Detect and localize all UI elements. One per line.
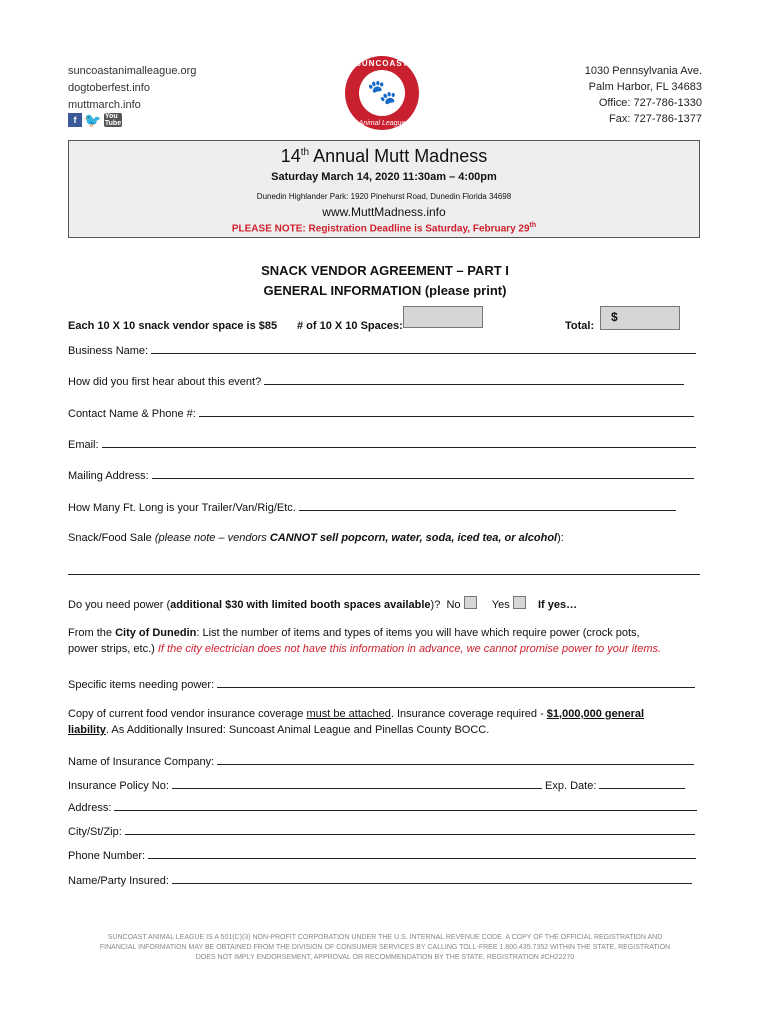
policy-label: Insurance Policy No: bbox=[68, 780, 169, 792]
general-info-heading: GENERAL INFORMATION (please print) bbox=[263, 283, 507, 298]
power-post: )? bbox=[430, 599, 441, 611]
city-field[interactable] bbox=[125, 825, 695, 835]
power-no-checkbox[interactable] bbox=[464, 596, 477, 609]
policy-row bbox=[68, 779, 700, 792]
legal-disclaimer bbox=[70, 933, 700, 963]
disclaimer-line-3: DOES NOT IMPLY ENDORSEMENT, APPROVAL OR RECOMMENDATION BY THE STATE. REGISTRATION #CH22270 bbox=[195, 954, 575, 961]
email-row bbox=[68, 438, 700, 451]
dunedin-bold: City of Dunedin bbox=[115, 627, 197, 639]
specific-items-row bbox=[68, 678, 700, 691]
mailing-field[interactable] bbox=[152, 469, 694, 479]
insurance-mid: . Insurance coverage required - bbox=[390, 708, 547, 720]
trailer-field[interactable] bbox=[299, 501, 676, 511]
total-label: Total: bbox=[565, 320, 595, 332]
hear-about-label: How did you first hear about this event? bbox=[68, 376, 262, 388]
email-field[interactable] bbox=[102, 438, 696, 448]
address-office-phone: Office: 727-786-1330 bbox=[598, 97, 702, 109]
insurance-company-label: Name of Insurance Company: bbox=[68, 756, 215, 768]
paw-icon: 🐾 bbox=[367, 79, 397, 106]
seal-center bbox=[359, 70, 405, 116]
event-website[interactable]: www.MuttMadness.info bbox=[322, 205, 446, 219]
insurance-pre: Copy of current food vendor insurance coverage bbox=[68, 708, 307, 720]
event-title: 14th Annual Mutt Madness bbox=[280, 146, 488, 166]
exp-date-label: Exp. Date: bbox=[545, 780, 597, 792]
seal-top-text: SUNCOAST bbox=[355, 59, 409, 68]
party-field[interactable] bbox=[172, 874, 692, 884]
link-muttmarch[interactable]: muttmarch.info bbox=[68, 99, 141, 111]
disclaimer-line-2: FINANCIAL INFORMATION MAY BE OBTAINED FROM THE DIVISION OF CONSUMER SERVICES BY CALLING TOLL-FREE 1.800.435.7352 WITHIN THE STATE. REGISTRATION bbox=[99, 944, 671, 951]
event-info-box bbox=[68, 140, 700, 238]
hear-about-field[interactable] bbox=[264, 375, 684, 385]
dunedin-row bbox=[68, 627, 700, 639]
email-label: Email: bbox=[68, 439, 99, 451]
event-venue: Dunedin Highlander Park: 1920 Pinehurst Road, Dunedin Florida 34698 bbox=[256, 192, 512, 201]
snack-row bbox=[68, 532, 700, 544]
address-fax: Fax: 727-786-1377 bbox=[609, 113, 702, 125]
electrician-note: If the city electrician does not have this information in advance, we cannot promise power to your items. bbox=[157, 643, 662, 655]
hear-about-row bbox=[68, 375, 700, 388]
trailer-label: How Many Ft. Long is your Trailer/Van/Rig/Etc. bbox=[68, 502, 296, 514]
snack-note-bold: CANNOT sell popcorn, water, soda, iced tea, or alcohol bbox=[269, 532, 558, 544]
snack-label: Snack/Food Sale bbox=[68, 532, 155, 544]
business-name-label: Business Name: bbox=[68, 345, 149, 357]
spaces-count-field[interactable] bbox=[403, 306, 483, 328]
address-street: 1030 Pennsylvania Ave. bbox=[584, 65, 702, 77]
insurance-liability: liability bbox=[68, 724, 106, 736]
insurance-amount: $1,000,000 general bbox=[546, 708, 645, 720]
specific-items-label: Specific items needing power: bbox=[68, 679, 215, 691]
city-row bbox=[68, 825, 700, 838]
twitter-icon[interactable]: 🐦 bbox=[84, 111, 102, 128]
facebook-icon[interactable]: f bbox=[68, 113, 82, 127]
dollar-sign: $ bbox=[611, 310, 618, 324]
snack-list-field[interactable] bbox=[68, 574, 700, 575]
insurance-underline: must be attached bbox=[306, 708, 391, 720]
exp-date-field[interactable] bbox=[599, 779, 685, 789]
youtube-icon[interactable]: You Tube bbox=[104, 113, 122, 127]
snack-note-post: ): bbox=[557, 532, 564, 544]
registration-deadline: PLEASE NOTE: Registration Deadline is Saturday, February 29th bbox=[231, 222, 537, 235]
trailer-row bbox=[68, 501, 700, 514]
insurance-company-row bbox=[68, 755, 700, 768]
seal-bottom-text: Animal League bbox=[358, 120, 406, 127]
link-suncoast[interactable]: suncoastanimalleague.org bbox=[68, 65, 197, 77]
link-dogtoberfest[interactable]: dogtoberfest.info bbox=[68, 82, 150, 94]
electrician-row bbox=[68, 643, 700, 655]
party-row bbox=[68, 874, 700, 887]
address-label: Address: bbox=[68, 802, 112, 814]
power-yes-checkbox[interactable] bbox=[513, 596, 526, 609]
website-links bbox=[68, 63, 196, 114]
if-yes-label: If yes… bbox=[537, 599, 578, 611]
party-label: Name/Party Insured: bbox=[68, 875, 169, 887]
contact-label: Contact Name & Phone #: bbox=[68, 408, 196, 420]
power-no-label: No bbox=[446, 599, 461, 611]
agreement-heading: SNACK VENDOR AGREEMENT – PART I bbox=[261, 263, 509, 278]
disclaimer-line-1: SUNCOAST ANIMAL LEAGUE IS A 501(C)(3) NON-PROFIT CORPORATION UNDER THE U.S. INTERNAL REVENUE CODE. A COPY OF THE OFFICIAL REGISTRATION AND bbox=[107, 934, 663, 941]
insurance-post: . As Additionally Insured: Suncoast Animal League and Pinellas County BOCC. bbox=[105, 724, 490, 736]
phone-field[interactable] bbox=[148, 849, 696, 859]
power-yes-label: Yes bbox=[491, 599, 510, 611]
phone-label: Phone Number: bbox=[68, 850, 146, 862]
insurance-req-row bbox=[68, 708, 700, 720]
address-city: Palm Harbor, FL 34683 bbox=[588, 81, 702, 93]
power-pre: Do you need power ( bbox=[68, 599, 171, 611]
address-row bbox=[68, 801, 700, 814]
social-icons bbox=[68, 113, 122, 127]
space-price-label: Each 10 X 10 snack vendor space is $85 bbox=[68, 320, 278, 332]
contact-row bbox=[68, 407, 700, 420]
mailing-label: Mailing Address: bbox=[68, 470, 149, 482]
insurance-company-field[interactable] bbox=[217, 755, 694, 765]
power-bold: additional $30 with limited booth spaces available bbox=[170, 599, 431, 611]
dunedin-pre: From the bbox=[68, 627, 116, 639]
suncoast-logo-seal bbox=[345, 56, 419, 130]
mailing-row bbox=[68, 469, 700, 482]
contact-field[interactable] bbox=[199, 407, 694, 417]
dunedin-post: : List the number of items and types of items you will have which require power (crock pots, bbox=[196, 627, 640, 639]
insurance-insured-row bbox=[68, 724, 700, 736]
business-name-field[interactable] bbox=[151, 344, 696, 354]
policy-field[interactable] bbox=[172, 779, 542, 789]
total-field[interactable] bbox=[600, 306, 680, 330]
business-name-row bbox=[68, 344, 700, 357]
specific-items-field[interactable] bbox=[217, 678, 695, 688]
power-row bbox=[68, 596, 700, 611]
phone-row bbox=[68, 849, 700, 862]
dunedin-line2: power strips, etc.) bbox=[68, 643, 158, 655]
snack-note-pre: (please note – vendors bbox=[154, 532, 270, 544]
event-date: Saturday March 14, 2020 11:30am – 4:00pm bbox=[271, 171, 497, 183]
address-field[interactable] bbox=[114, 801, 697, 811]
city-label: City/St/Zip: bbox=[68, 826, 122, 838]
spaces-count-label: # of 10 X 10 Spaces: bbox=[297, 320, 403, 332]
organization-address bbox=[585, 63, 702, 127]
